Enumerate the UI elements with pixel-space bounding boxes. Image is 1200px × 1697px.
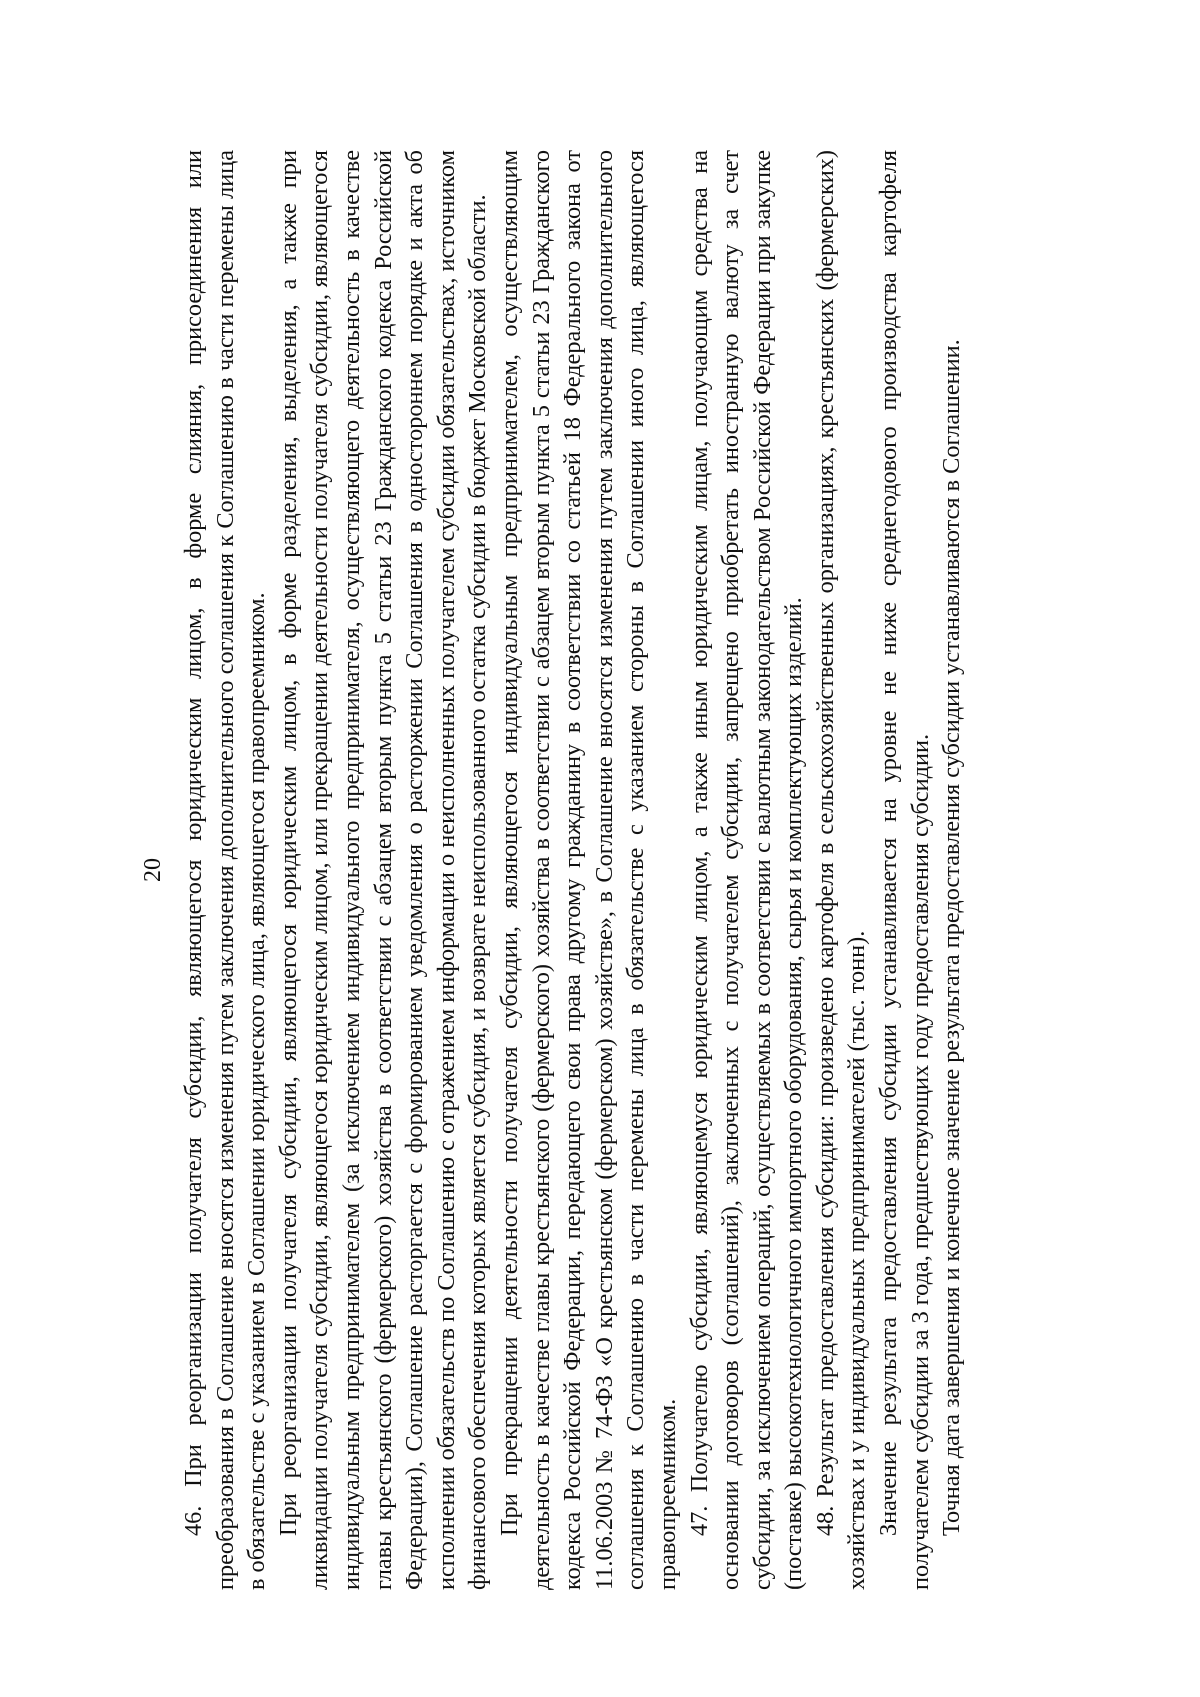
paragraph-reorganization: При реорганизации получателя субсидии, являющегося юридическим лицом, в форме разделения, выделения, а также при ликвидации получателя субсидии, являющегося юридическим лицом, или прекращении деятельности получателя субсидии, являющегося индивидуальным предпринимателем (за исключением индивидуального предпринимателя, осуществляющего деятельность в качестве главы крестьянского (фермерского) хозяйства в соответствии с абзацем вторым пункта 5 статьи 23 Гражданского кодекса Российской Федерации), Соглашение расторгается с формированием уведомления о расторжении Соглашения в одностороннем порядке и акта об исполнении обязательств по Соглашению с отражением информации о неисполненных получателем субсидии обязательствах, источником финансового обеспечения которых является субсидия, и возврате неиспользованного остатка субсидии в бюджет Московской области. <box>274 150 492 1590</box>
paragraph-termination: При прекращении деятельности получателя субсидии, являющегося индивидуальным предпринимателем, осуществляющим деятельность в качестве главы крестьянского (фермерского) хозяйства в соответствии с абзацем вторым пункта 5 статьи 23 Гражданского кодекса Российской Федерации, передающего свои права другому гражданину в соответствии со статьей 18 Федерального закона от 11.06.2003 № 74-ФЗ «О крестьянском (фермерском) хозяйстве», в Соглашение вносятся изменения путем заключения дополнительного соглашения к Соглашению в части перемены лица в обязательстве с указанием стороны в Соглашении иного лица, являющегося правопреемником. <box>495 150 681 1590</box>
document-page <box>120 150 966 1590</box>
paragraph-result-date: Точная дата завершения и конечное значение результата предоставления субсидии устанавливаются в Соглашении. <box>938 339 966 1536</box>
paragraph-48: 48. Результат предоставления субсидии: произведено картофеля в сельскохозяйственных организациях, крестьянских (фермерских) хозяйствах и у индивидуальных предпринимателей (тыс. тонн). <box>811 150 871 1590</box>
paragraph-47: 47. Получателю субсидии, являющемуся юридическим лицом, а также иным юридическим лицам, получающим средства на основании договоров (соглашений), заключенных с получателем субсидии, запрещено приобретать иностранную валюту за счет субсидии, за исключением операций, осуществляемых в соответствии с валютным законодательством Российской Федерации при закупке (поставке) высокотехнологичного импортного оборудования, сырья и комплектующих изделий. <box>685 150 808 1590</box>
paragraph-46: 46. При реорганизации получателя субсидии, являющегося юридическим лицом, в форме слияния, присоединения или преобразования в Соглашение вносятся изменения путем заключения дополнительного соглашения к Соглашению в части перемены лица в обязательстве с указанием в Соглашении юридического лица, являющегося правопреемником. <box>180 150 271 1590</box>
page-number: 20 <box>140 858 166 882</box>
paragraph-result-value: Значение результата предоставления субсидии устанавливается на уровне не ниже среднегодового производства картофеля получателем субсидии за 3 года, предшествующих году предоставления субсидии. <box>875 150 934 1590</box>
document-body <box>178 150 968 1590</box>
